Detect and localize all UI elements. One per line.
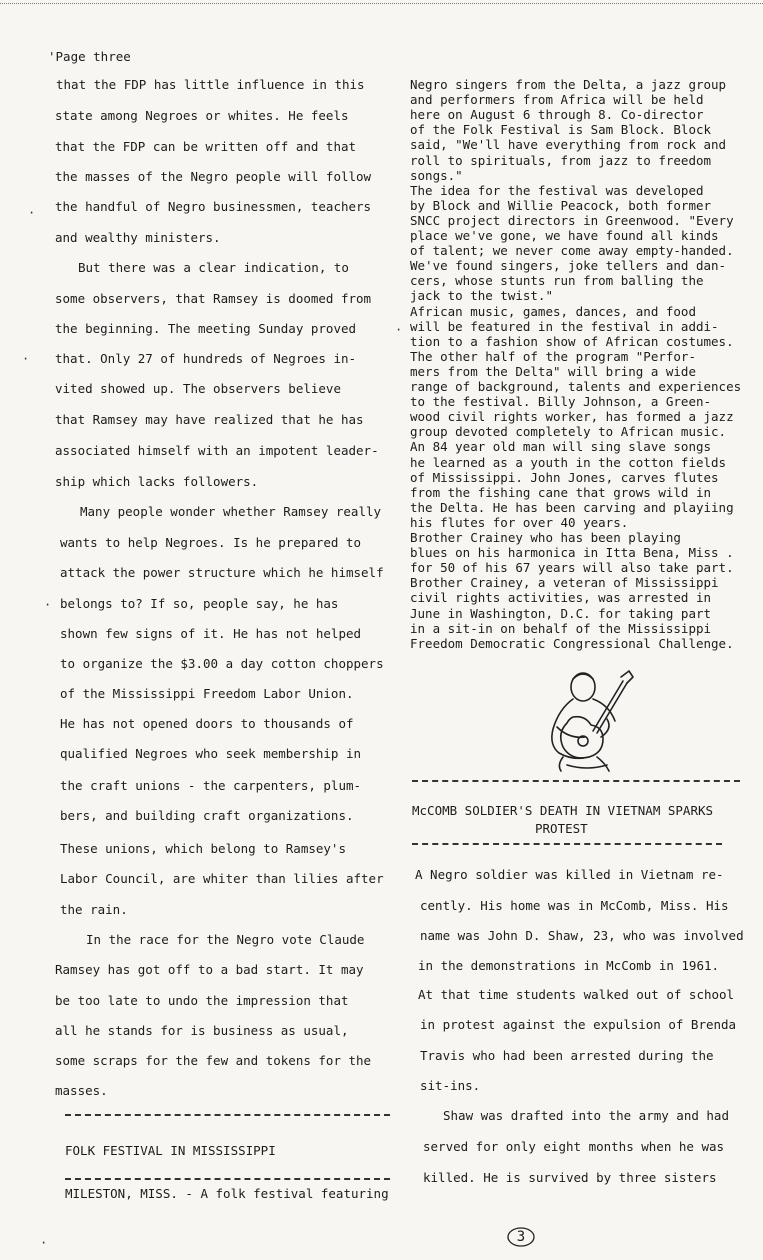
left-column-line: all he stands for is business as usual, bbox=[55, 1023, 349, 1038]
left-column-line: state among Negroes or whites. He feels bbox=[55, 108, 349, 123]
right-column-line: mers from the Delta" will bring a wide bbox=[410, 363, 696, 379]
left-column-line: that Ramsey may have realized that he has bbox=[55, 412, 364, 427]
mccomb-article-line: in protest against the expulsion of Brenda bbox=[420, 1017, 737, 1032]
right-column-line: of the Folk Festival is Sam Block. Block bbox=[410, 122, 712, 138]
right-column-line: to the festival. Billy Johnson, a Green- bbox=[410, 394, 712, 410]
stray-mark: · bbox=[22, 352, 30, 366]
right-column-line: will be featured in the festival in addi- bbox=[410, 318, 719, 334]
mccomb-article-line: Travis who had been arrested during the bbox=[420, 1048, 714, 1063]
left-column-line: belongs to? If so, people say, he has bbox=[60, 596, 339, 611]
left-column-line: of the Mississippi Freedom Labor Union. bbox=[60, 686, 354, 701]
left-column-line: and wealthy ministers. bbox=[55, 230, 221, 245]
right-column-line: Negro singers from the Delta, a jazz group bbox=[410, 77, 727, 92]
mccomb-article-line: cently. His home was in McComb, Miss. His bbox=[420, 898, 729, 913]
left-column-line: He has not opened doors to thousands of bbox=[60, 716, 354, 731]
right-column-line: and performers from Africa will be held bbox=[410, 92, 704, 108]
mccomb-headline: McCOMB SOLDIER'S DEATH IN VIETNAM SPARKS bbox=[412, 803, 714, 818]
left-column-line: the rain. bbox=[60, 902, 128, 917]
right-column-line: roll to spirituals, from jazz to freedom bbox=[410, 152, 712, 168]
right-column-line: We've found singers, joke tellers and dan- bbox=[410, 258, 727, 274]
left-column-line: shown few signs of it. He has not helped bbox=[60, 626, 362, 641]
left-column-line: the beginning. The meeting Sunday proved bbox=[55, 321, 357, 336]
right-column-line: cers, whose stunts run from balling the bbox=[410, 273, 704, 289]
top-border bbox=[0, 3, 763, 4]
right-column-line: place we've gone, we have found all kinds bbox=[410, 228, 719, 243]
right-column-line: of talent; we never come away empty-handed. bbox=[410, 243, 734, 259]
left-column-line: bers, and building craft organizations. bbox=[60, 808, 354, 823]
guitar-player-illustration bbox=[537, 665, 637, 775]
left-column-line: These unions, which belong to Ramsey's bbox=[60, 841, 346, 856]
right-column-line: of Mississippi. John Jones, carves flutes bbox=[410, 469, 719, 485]
right-column-line: The idea for the festival was developed bbox=[410, 182, 704, 198]
divider-rule bbox=[65, 1114, 390, 1116]
stray-mark: · bbox=[395, 323, 403, 337]
left-column-line: that the FDP has little influence in this bbox=[56, 77, 365, 92]
right-column-line: The other half of the program "Perfor- bbox=[410, 348, 696, 364]
divider-rule bbox=[412, 780, 740, 782]
folk-festival-headline: FOLK FESTIVAL IN MISSISSIPPI bbox=[65, 1143, 276, 1158]
mccomb-article-line: served for only eight months when he was bbox=[423, 1139, 725, 1154]
mccomb-headline-continued: PROTEST bbox=[535, 821, 588, 836]
left-column-line: be too late to undo the impression that bbox=[55, 993, 349, 1008]
divider-rule bbox=[65, 1178, 390, 1180]
stray-mark: · bbox=[44, 598, 52, 612]
mccomb-article-line: Shaw was drafted into the army and had bbox=[443, 1108, 729, 1123]
page-number-text: 3 bbox=[516, 1229, 526, 1245]
right-column-line: jack to the twist." bbox=[410, 288, 553, 304]
stray-mark: · bbox=[40, 1236, 48, 1250]
mccomb-article-line: killed. He is survived by three sisters bbox=[423, 1170, 717, 1185]
left-column-line: Ramsey has got off to a bad start. It may bbox=[55, 962, 364, 977]
right-column-line: civil rights activities, was arrested in bbox=[410, 590, 712, 606]
left-column-line: masses. bbox=[55, 1083, 108, 1098]
right-column-line: here on August 6 through 8. Co-director bbox=[410, 107, 704, 123]
right-column-line: range of background, talents and experiences bbox=[410, 379, 742, 394]
left-column-line: that the FDP can be written off and that bbox=[55, 139, 357, 154]
page-number bbox=[506, 1226, 536, 1248]
stray-mark: · bbox=[28, 206, 36, 220]
mccomb-article-line: in the demonstrations in McComb in 1961. bbox=[418, 958, 720, 973]
right-column-line: from the fishing cane that grows wild in bbox=[410, 484, 712, 500]
right-column-line: by Block and Willie Peacock, both former bbox=[410, 197, 712, 213]
left-column-line: some observers, that Ramsey is doomed from bbox=[55, 291, 372, 306]
right-column-line: group devoted completely to African music. bbox=[410, 424, 727, 440]
right-column-line: wood civil rights worker, has formed a jazz bbox=[410, 409, 734, 425]
right-column-line: his flutes for over 40 years. bbox=[410, 514, 629, 530]
divider-rule bbox=[412, 843, 722, 845]
page-header: 'Page three bbox=[48, 49, 131, 64]
left-column-line: attack the power structure which he himself bbox=[60, 565, 384, 580]
left-column-line: Labor Council, are whiter than lilies after bbox=[60, 871, 384, 886]
left-column-line: Many people wonder whether Ramsey really bbox=[80, 504, 382, 519]
left-column-line: qualified Negroes who seek membership in bbox=[60, 746, 362, 761]
left-column-line: that. Only 27 of hundreds of Negroes in- bbox=[55, 351, 357, 366]
right-column-line: SNCC project directors in Greenwood. "Every bbox=[410, 212, 734, 228]
left-column-line: associated himself with an impotent leader- bbox=[55, 443, 379, 458]
left-column-line: the craft unions - the carpenters, plum- bbox=[60, 778, 362, 793]
left-column-line: to organize the $3.00 a day cotton choppers bbox=[60, 656, 384, 671]
right-column-line: An 84 year old man will sing slave songs bbox=[410, 439, 712, 455]
mccomb-article-line: sit-ins. bbox=[420, 1078, 481, 1093]
left-column-line: In the race for the Negro vote Claude bbox=[86, 932, 365, 947]
right-column-line: for 50 of his 67 years will also take part. bbox=[410, 560, 734, 576]
mccomb-article-line: At that time students walked out of school bbox=[418, 987, 735, 1002]
right-column-line: he learned as a youth in the cotton fields bbox=[410, 454, 727, 470]
right-column-line: African music, games, dances, and food bbox=[410, 303, 696, 319]
right-column-line: June in Washington, D.C. for taking part bbox=[410, 605, 712, 621]
mccomb-article-line: A Negro soldier was killed in Vietnam re- bbox=[415, 867, 724, 882]
right-column-line: the Delta. He has been carving and playiing bbox=[410, 499, 734, 515]
left-column-line: some scraps for the few and tokens for the bbox=[55, 1053, 372, 1068]
right-column-line: in a sit-in on behalf of the Mississippi bbox=[410, 620, 712, 636]
right-column-line: songs." bbox=[410, 167, 463, 183]
left-column-line: But there was a clear indication, to bbox=[78, 260, 349, 275]
right-column-line: Freedom Democratic Congressional Challenge. bbox=[410, 635, 734, 651]
right-column-line: blues on his harmonica in Itta Bena, Miss . bbox=[410, 545, 734, 561]
left-column-line: the handful of Negro businessmen, teachers bbox=[55, 199, 372, 214]
left-column-line: wants to help Negroes. Is he prepared to bbox=[60, 535, 362, 550]
left-column-line: ship which lacks followers. bbox=[55, 474, 259, 489]
right-column-line: tion to a fashion show of African costumes. bbox=[410, 333, 734, 349]
left-column-line: vited showed up. The observers believe bbox=[55, 381, 341, 396]
mccomb-article-line: name was John D. Shaw, 23, who was involved bbox=[420, 928, 744, 943]
right-column-line: said, "We'll have everything from rock and bbox=[410, 137, 727, 153]
right-column-line: Brother Crainey, a veteran of Mississippi bbox=[410, 575, 719, 591]
right-column-line: Brother Crainey who has been playing bbox=[410, 530, 681, 545]
left-column-line: the masses of the Negro people will follow bbox=[55, 169, 372, 184]
folk-festival-dateline: MILESTON, MISS. - A folk festival featuring bbox=[65, 1186, 389, 1201]
